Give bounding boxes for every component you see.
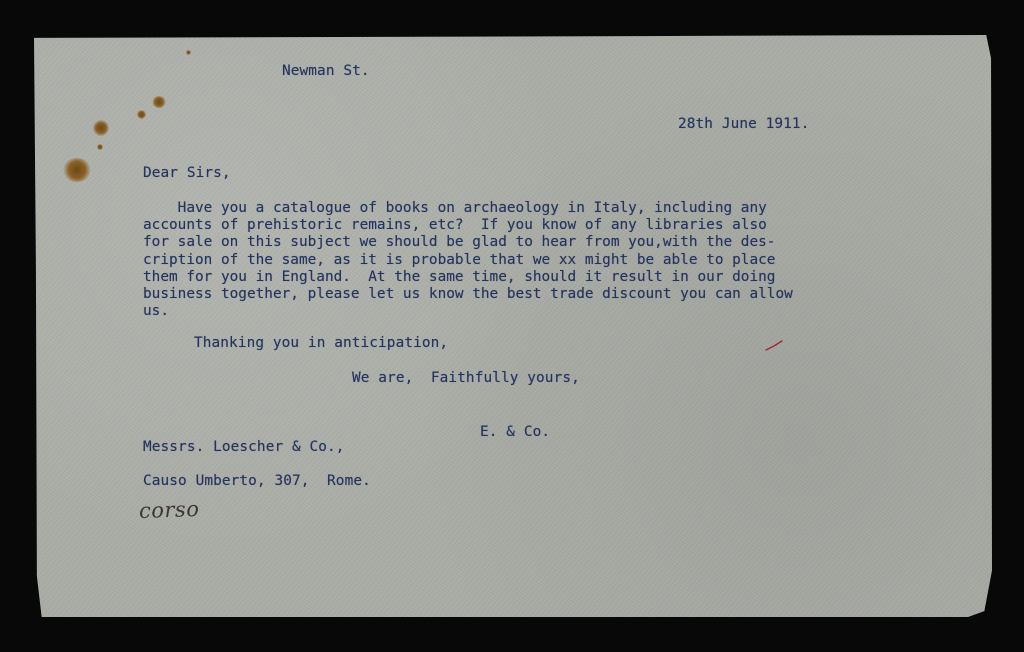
body-line: us. — [143, 303, 169, 320]
body-line: Have you a catalogue of books on archaeology in Italy, including any — [143, 200, 767, 216]
foxing-stain — [97, 144, 103, 150]
foxing-stain — [137, 110, 146, 119]
red-pen-mark — [764, 340, 784, 352]
salutation: Dear Sirs, — [143, 165, 231, 181]
foxing-stain — [93, 120, 109, 136]
foxing-stain — [63, 158, 91, 182]
body-line: business together, please let us know the best trade discount you can allow — [143, 286, 793, 303]
foxing-stain — [152, 96, 166, 108]
closing-line: We are, Faithfully yours, — [352, 370, 580, 386]
body-line: for sale on this subject we should be glad to hear from you,with the des- — [143, 234, 776, 251]
body-line: them for you in England. At the same time, should it result in our doing — [143, 268, 776, 285]
thanks-line: Thanking you in anticipation, — [194, 335, 449, 351]
recipient-address: Causo Umberto, 307, Rome. — [143, 473, 371, 489]
foxing-stain — [186, 50, 191, 55]
body-line: cription of the same, as it is probable that we xx might be able to place — [143, 251, 776, 268]
letter-date: 28th June 1911. — [678, 116, 810, 132]
letter-sheet — [34, 35, 992, 617]
handwritten-note: corso — [138, 496, 200, 524]
letter-body — [143, 200, 793, 320]
body-line: accounts of prehistoric remains, etc? If you know of any libraries also — [143, 217, 767, 234]
recipient-name: Messrs. Loescher & Co., — [143, 439, 345, 455]
signature: E. & Co. — [480, 424, 551, 440]
sender-address: Newman St. — [282, 63, 370, 79]
